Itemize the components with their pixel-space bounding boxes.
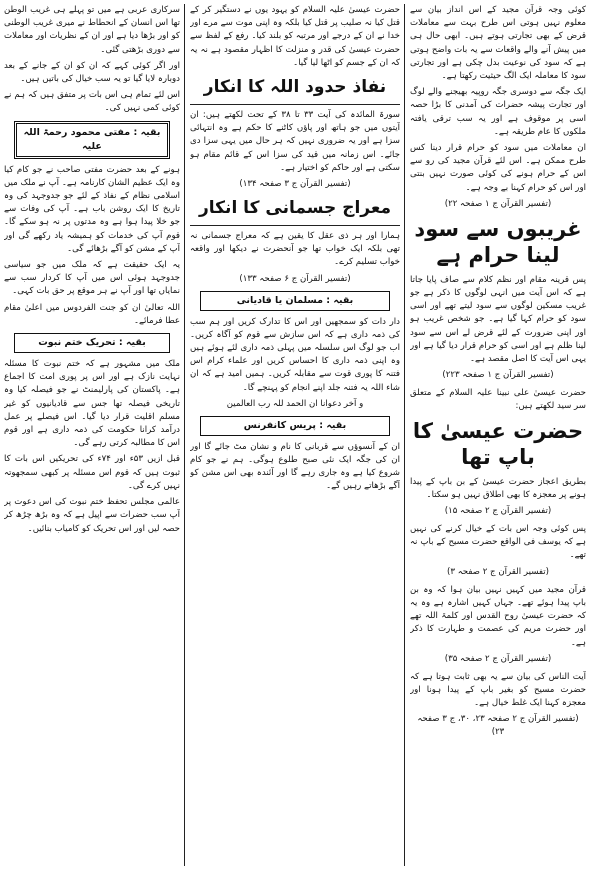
paragraph: کوئی وجہ قرآن مجید کے اس انداز بیان سے معلوم نہیں ہوتی اس طرح بہت سے معاملات قرض کے بھی تجارتی ہوتے ہیں۔ ابھی حال ہی میں پیش آنے والے واقعات سے یہ بات واضح ہوتی ہے کہ سود کی نوعیت بدل چکی ہے اور تجارتی سود کا معاملہ ایک الگ حیثیت رکھتا ہے۔ (410, 5, 586, 82)
right-column (410, 4, 586, 866)
citation: (تفسیر القرآن ج ۶ صفحہ ۱۳۳) (239, 273, 351, 284)
newspaper-page (4, 4, 586, 866)
continuation-box (200, 416, 390, 436)
section-heading: معراج جسمانی کا انکار (199, 198, 391, 219)
citation: (تفسیر القرآن ج ۲ صفحہ ۳۵) (444, 653, 552, 664)
paragraph: پس کوئی وجہ اس بات کے خیال کرنے کی نہیں ہے کہ یوسف فی الواقع حضرت مسیح کے باپ نہ تھے۔ (410, 524, 586, 561)
paragraph: دار دات کو سمجھیں اور اس کا تدارک کریں اور ہم سب کی ذمہ داری ہے کہ اس سازش سے قوم کو آگاہ کریں۔ اب جو لوگ اس سلسلہ میں پہلی ذمہ داری لئے ہوئے ہیں وہ اپنی ذمہ داری کا احساس کریں اور علماء کرام اس فتنہ کا پوری قوت سے مقابلہ کریں۔ ہمیں امید ہے کہ ان شاء اللہ یہ فتنہ جلد اپنے انجام کو پہنچے گا۔ (190, 316, 400, 393)
paragraph: ہونے کے بعد حضرت مفتی صاحب نے جو کام کیا وہ ایک عظیم الشان کارنامہ ہے۔ آپ نے ملک میں اسلامی نظام کے نفاذ کے لئے جو جدوجہد کی وہ تاریخ کا ایک روشن باب ہے۔ آپ کی وفات سے جو خلا پیدا ہوا ہے وہ مدتوں پر نہ ہو سکے گا۔ قوم آپ کی خدمات کو ہمیشہ یاد رکھے گی اور آپ کے مشن کو آگے بڑھائے گی۔ (4, 164, 180, 254)
paragraph: قرآن مجید میں کہیں نہیں بیان ہوا کہ وہ بن باپ پیدا ہوئے تھے۔ جہاں کہیں اشارہ ہے وہ یہ کہ حضرت عیسیٰ روح القدس اور کلمۃ اللہ تھے اور حضرت مریم کی عصمت و طہارت کا ذکر ہے۔ (410, 584, 586, 648)
section-heading: نفاذ حدود اللہ کا انکار (203, 77, 387, 98)
paragraph: بطریق اعجاز حضرت عیسیٰ کے بن باپ کے پیدا ہونے پر معجزہ کا بھی اطلاق نہیں ہو سکتا۔ (410, 476, 586, 500)
paragraph: اور اگر کوئی کہے کہ ان کو ان کے جانے کے بعد دوبارہ لایا گیا تو یہ سب خیال کی باتیں ہیں۔ (4, 60, 180, 85)
paragraph: سورۃ المائدہ کی آیت ۳۳ تا ۳۸ کے تحت لکھتے ہیں: ان آیتوں میں جو ہاتھ اور پاؤں کاٹنے کا حکم ہے وہ انتہائی سزا ہے اور یہ ضروری نہیں کہ ہر حال میں یہی سزا دی جائے۔ اس زمانہ میں قید کی سزا اس کے قائم مقام ہو سکتی ہے اور حاکم کو اختیار ہے۔ (190, 110, 400, 173)
paragraph: ایک جگہ سے دوسری جگہ روپیہ بھیجنے والے لوگ اور تجارت پیشہ حضرات کی آمدنی کا بڑا حصہ اسی پر موقوف ہے اور یہ سب ترقی یافتہ ملکوں کا عام طریقہ ہے۔ (410, 87, 586, 137)
closing-line: و آخر دعوانا ان الحمد للہ رب العالمین (226, 398, 364, 409)
paragraph: یہ ایک حقیقت ہے کہ ملک میں جو سیاسی جدوجہد ہوئی اس میں آپ کا کردار سب سے نمایاں تھا اور آپ نے ہر موقع پر حق بات کہی۔ (4, 260, 180, 297)
citation: (تفسیر القرآن ج ۳ صفحہ ۱۳۴) (239, 179, 351, 190)
middle-column (190, 4, 400, 866)
paragraph: قبل ازیں ۵۳ء اور ۷۴ء کی تحریکیں اس بات کا ثبوت ہیں کہ قوم اس مسئلہ پر کبھی سمجھوتہ نہیں کرے گی۔ (4, 454, 180, 491)
column-divider (184, 4, 185, 866)
paragraph: ملک میں مشہور ہے کہ ختم نبوت کا مسئلہ نہایت نازک ہے اور اس پر پوری امت کا اجماع ہے۔ پاکستان کی پارلیمنٹ نے جو فیصلہ کیا وہ تاریخی فیصلہ تھا جس سے قادیانیوں کو غیر مسلم اقلیت قرار دیا گیا۔ اس فیصلے پر عمل درآمد کرانا حکومت کی ذمہ داری ہے اور قوم اس کا مطالبہ کرتی رہے گی۔ (4, 359, 180, 449)
paragraph: حضرت عیسیٰ علی نبینا علیہ السلام کے متعلق سر سید لکھتے ہیں: (410, 388, 586, 412)
paragraph: آیت الناس کی بیان سے یہ بھی ثابت ہوتا ہے کہ حضرت مسیح کو بغیر باپ کے پیدا ہونا اور معجزہ کہنا ایک غلط خیال ہے۔ (410, 671, 586, 709)
divider (190, 225, 400, 226)
paragraph: حضرت عیسیٰ علیہ السلام کو یہود یوں نے دستگیر کر کے قتل کیا نہ صلیب پر قتل کیا بلکہ وہ اپنی موت سے مرے اور خدا نے ان کے درجے اور مرتبہ کو بلند کیا۔ رفع کے لفظ سے حضرت عیسیٰ کی قدر و منزلت کا اظہار مقصود ہے نہ یہ کہ ان کے جسم کو اٹھا لیا گیا۔ (190, 5, 400, 68)
continuation-box (200, 291, 390, 311)
section-heading: حضرت عیسیٰ کا باپ تھا (412, 418, 584, 469)
paragraph: سرکاری عربی ہے میں تو پہلے ہی غریب الوطن تھا اس انسان کے انحطاط نے میری غریب الوطنی کو اور بڑھا دیا ہے اور ان کے نظریات اور معاملات سے دوری بڑھتی گئی۔ (4, 5, 180, 55)
citation: (تفسیر القرآن ج ۲ صفحہ ۱۵) (444, 506, 552, 517)
paragraph: اس لئے تمام ہی اس بات پر متفق ہیں کہ ہم نے کوئی کمی نہیں کی۔ (4, 90, 180, 114)
paragraph: اللہ تعالیٰ ان کو جنت الفردوس میں اعلیٰ مقام عطا فرمائے۔ (4, 302, 180, 326)
column-divider (404, 4, 405, 866)
citation: (تفسیر القرآن ج ۱ صفحہ ۲۲) (444, 198, 552, 209)
continuation-box (14, 121, 170, 159)
continuation-label: بقیہ : مسلمان یا قادیانی (236, 294, 354, 306)
continuation-label: بقیہ : تحریک ختم نبوت (38, 337, 146, 349)
paragraph: پس قرینہ مقام اور نظم کلام سے صاف پایا جاتا ہے کہ اس آیت میں انہی لوگوں کا ذکر ہے جو غریب مسکین لوگوں سے سود لیتے تھے اور اسی سود کو حرام کہا گیا ہے۔ جو شخص غریب ہو اور اپنی ضرورت کے لئے قرض لے اس سے سود لینا ظلم ہے اور اسی کو حرام قرار دیا گیا ہے اور یہی اس آیت کا اصل مقصد ہے۔ (410, 274, 586, 365)
divider (190, 104, 400, 105)
paragraph: ان کے آنسوؤں سے قربانی کا نام و نشان مٹ جائے گا اور ان کی جگہ ایک نئی صبح طلوع ہوگی۔ ہم نے جو کام شروع کیا ہے وہ جاری رہے گا اور آئندہ بھی اس مشن کو آگے بڑھاتے رہیں گے۔ (190, 441, 400, 492)
continuation-box (14, 333, 170, 353)
continuation-label: بقیہ : پریس کانفرنس (243, 419, 347, 431)
paragraph: ان معاملات میں سود کو حرام قرار دینا کس طرح ممکن ہے۔ اس لئے قرآن مجید کی رو سے اس کے حرام ہونے کی کوئی صورت نہیں بنتی اور اس کو حرام کہنا بے وجہ ہے۔ (410, 143, 586, 193)
citation: (تفسیر القرآن ج ۱ صفحہ ۲۲۳) (442, 370, 554, 381)
paragraph: ہمارا اور ہر ذی عقل کا یقین ہے کہ معراج جسمانی نہ تھی بلکہ ایک خواب تھا جو آنحضرت نے دیکھا اور واقعہ خواب تسلیم کرے۔ (190, 231, 400, 268)
section-heading: غریبوں سے سود لینا حرام ہے (414, 216, 582, 267)
continuation-label: بقیہ : مفتی محمود رحمۃ اللہ علیہ (23, 126, 161, 152)
paragraph: عالمی مجلس تحفظ ختم نبوت کی اس دعوت پر آپ سب حضرات سے اپیل ہے کہ وہ بڑھ چڑھ کر حصہ لیں اور اس تحریک کو کامیاب بنائیں۔ (4, 497, 180, 534)
left-column (4, 4, 180, 866)
citation: (تفسیر القرآن ج ۲ صفحہ ۳) (447, 566, 549, 577)
citation: (تفسیر القرآن ج ۲ صفحہ ۲۳، ۳۰، ج ۳ صفحہ ۲۳) (417, 714, 579, 738)
